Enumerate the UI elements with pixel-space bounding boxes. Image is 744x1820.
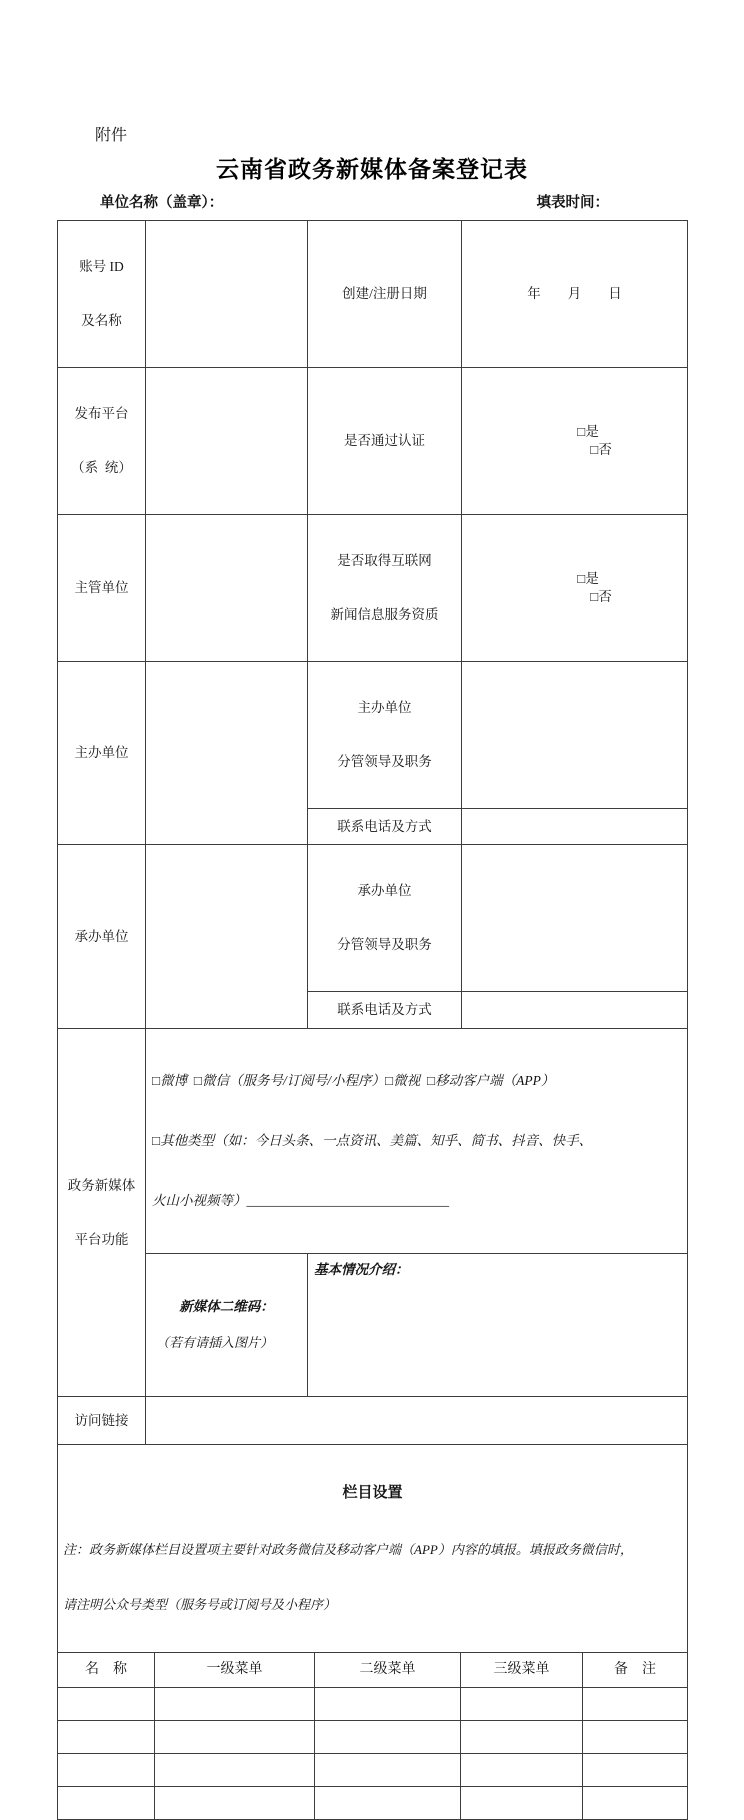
account-id-value-cell [146,221,308,368]
certified-options [462,368,688,515]
attachment-label: 附件 [95,127,128,144]
empty-cell [155,1721,315,1754]
form-subheader [100,193,687,213]
table-row-empty [58,1754,688,1787]
table-row-access-link [58,1397,688,1445]
column-header-level3: 三级菜单 [461,1653,583,1688]
empty-cell [155,1787,315,1820]
platform-options-line1: □微博 □微信（服务号/订阅号/小程序）□微视 □移动客户端（APP） [152,1073,555,1088]
page-title: 云南省政务新媒体备案登记表 [216,157,528,182]
menu-note-line2: 请注明公众号类型（服务号或订阅号及小程序） [63,1597,337,1612]
table-row-menu-header [58,1653,688,1688]
table-row-platform [58,368,688,515]
undertaker-contact-value-cell [462,992,688,1029]
creation-date-label: 创建/注册日期 [308,221,462,368]
platform-functions-label: 政务新媒体 平台功能 [58,1029,146,1397]
menu-section-note-cell [58,1445,688,1653]
table-row-undertaker-unit [58,845,688,992]
table-row-platform-functions [58,1029,688,1254]
news-license-label: 是否取得互联网 新闻信息服务资质 [308,515,462,662]
menu-settings-table [57,1444,688,1820]
account-id-label: 账号 ID 及名称 [58,221,146,368]
supervisor-unit-label: 主管单位 [58,515,146,662]
menu-section-title: 栏目设置 [342,1485,403,1501]
host-contact-label: 联系电话及方式 [308,809,462,845]
empty-cell [315,1688,461,1721]
checkbox-no-option: □否 [590,589,612,604]
table-row-empty [58,1688,688,1721]
publish-platform-label: 发布平台 （系 统） [58,368,146,515]
undertaker-leader-value-cell [462,845,688,992]
empty-cell [583,1754,688,1787]
table-row-empty [58,1721,688,1754]
blank-underline: ______________________________ [246,1193,449,1208]
host-unit-label: 主办单位 [58,662,146,845]
news-license-options [462,515,688,662]
checkbox-yes-option: □是 [577,424,599,439]
qr-code-hint: （若有请插入图片） [156,1335,274,1350]
menu-note-line1: 注：政务新媒体栏目设置项主要针对政务微信及移动客户端（APP）内容的填报。填报政务微信时， [63,1542,633,1557]
undertaker-leader-label: 承办单位 分管领导及职务 [308,845,462,992]
table-row-empty [58,1787,688,1820]
host-leader-label: 主办单位 分管领导及职务 [308,662,462,809]
empty-cell [315,1787,461,1820]
undertaker-contact-label: 联系电话及方式 [308,992,462,1029]
platform-options-line2: □其他类型（如：今日头条、一点资讯、美篇、知乎、简书、抖音、快手、 [152,1133,593,1148]
empty-cell [155,1754,315,1787]
unit-name-label: 单位名称（盖章）： [100,195,224,211]
empty-cell [315,1754,461,1787]
empty-cell [583,1787,688,1820]
fill-time-label: 填表时间： [536,195,609,211]
host-unit-value-cell [146,662,308,845]
empty-cell [461,1754,583,1787]
basic-intro-label: 基本情况介绍： [308,1254,688,1397]
checkbox-yes-option: □是 [577,571,599,586]
empty-cell [583,1721,688,1754]
qr-code-label: 新媒体二维码： [179,1299,274,1314]
empty-cell [58,1688,155,1721]
checkbox-no-option: □否 [590,442,612,457]
undertaker-unit-label: 承办单位 [58,845,146,1029]
empty-cell [461,1688,583,1721]
column-header-remark: 备 注 [583,1653,688,1688]
column-header-level2: 二级菜单 [315,1653,461,1688]
column-header-name: 名 称 [58,1653,155,1688]
empty-cell [58,1787,155,1820]
table-row-menu-note [58,1445,688,1653]
empty-cell [155,1688,315,1721]
qr-code-cell [146,1254,308,1397]
access-link-label: 访问链接 [58,1397,146,1445]
column-header-level1: 一级菜单 [155,1653,315,1688]
table-row-host-unit [58,662,688,809]
publish-platform-value-cell [146,368,308,515]
platform-type-options [146,1029,688,1254]
undertaker-unit-value-cell [146,845,308,1029]
platform-options-line3: 火山小视频等）______________________________ [152,1193,449,1208]
table-row-qr-intro [58,1254,688,1397]
empty-cell [58,1754,155,1787]
empty-cell [583,1688,688,1721]
table-row-account [58,221,688,368]
supervisor-unit-value-cell [146,515,308,662]
registration-table [57,220,688,1445]
empty-cell [58,1721,155,1754]
empty-cell [461,1721,583,1754]
access-link-value-cell [146,1397,688,1445]
creation-date-value: 年 月 日 [462,221,688,368]
host-contact-value-cell [462,809,688,845]
host-leader-value-cell [462,662,688,809]
certified-label: 是否通过认证 [308,368,462,515]
table-row-supervisor [58,515,688,662]
empty-cell [315,1721,461,1754]
empty-cell [461,1787,583,1820]
